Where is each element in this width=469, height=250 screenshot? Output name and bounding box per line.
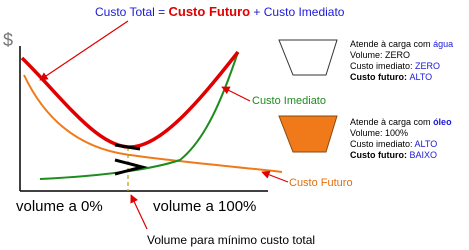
x-axis-left-label: volume a 0% bbox=[16, 198, 103, 215]
panel-oleo bbox=[350, 117, 452, 161]
panel-agua-line3: Custo imediato: ZERO bbox=[350, 61, 441, 71]
custo-imediato-curve bbox=[40, 52, 238, 179]
panel-agua-line1: Atende à carga com água bbox=[350, 39, 454, 49]
panel-agua bbox=[350, 39, 453, 83]
minimum-cost-label: Volume para mínimo custo total bbox=[147, 233, 316, 247]
custo-futuro-curve bbox=[24, 75, 282, 172]
custo-imediato-label: Custo Imediato bbox=[252, 95, 326, 107]
arrow-to-imediato-curve bbox=[222, 87, 250, 101]
title-part3: + Custo Imediato bbox=[250, 5, 345, 19]
custo-total-curve bbox=[22, 52, 238, 147]
panel-agua-line4: Custo futuro: ALTO bbox=[350, 72, 433, 82]
reservoir-full-icon bbox=[279, 116, 337, 152]
title-formula bbox=[95, 5, 344, 18]
arrow-to-futuro-curve bbox=[262, 172, 288, 182]
panel-oleo-line4: Custo futuro: BAIXO bbox=[350, 150, 437, 160]
x-axis-right-label: volume a 100% bbox=[153, 198, 257, 215]
panel-oleo-line1: Atende à carga com óleo bbox=[350, 117, 452, 127]
title-part1: Custo Total = bbox=[95, 5, 169, 19]
panel-agua-line2: Volume: ZERO bbox=[350, 50, 411, 60]
panel-oleo-line3: Custo imediato: ALTO bbox=[350, 139, 438, 149]
y-axis-symbol: $ bbox=[3, 30, 14, 50]
title-part2: Custo Futuro bbox=[168, 4, 251, 19]
arrow-to-total-curve bbox=[40, 21, 128, 80]
reservoir-empty-icon bbox=[279, 40, 337, 75]
arrow-to-minimum bbox=[131, 195, 147, 229]
custo-futuro-label: Custo Futuro bbox=[289, 177, 353, 189]
panel-oleo-line2: Volume: 100% bbox=[350, 128, 409, 138]
